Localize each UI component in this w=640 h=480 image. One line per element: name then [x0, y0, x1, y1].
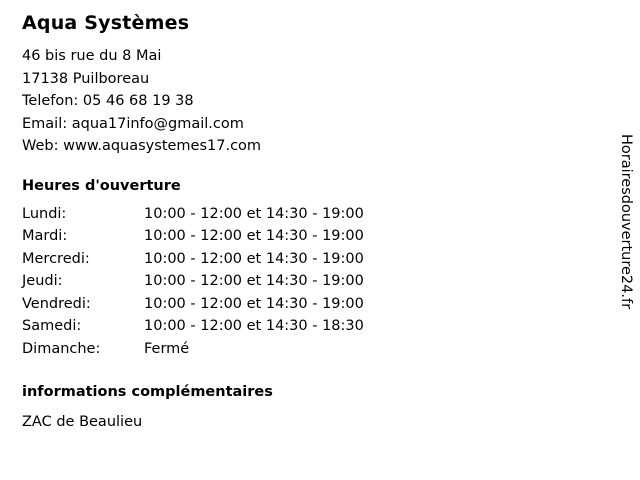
day-hours: 10:00 - 12:00 et 14:30 - 19:00 — [144, 295, 364, 312]
additional-info-heading: informations complémentaires — [22, 384, 273, 400]
day-label: Lundi: — [22, 205, 67, 222]
day-hours: 10:00 - 12:00 et 14:30 - 19:00 — [144, 228, 364, 244]
address-line-street: 46 bis rue du 8 Mai — [22, 48, 162, 64]
table-row — [22, 203, 364, 226]
address-block — [22, 45, 582, 158]
business-info-block — [22, 10, 582, 434]
day-label: Dimanche: — [22, 340, 101, 357]
table-row — [22, 293, 364, 316]
day-hours: Fermé — [144, 340, 190, 357]
table-row — [22, 338, 364, 361]
table-row — [22, 225, 364, 248]
day-label: Jeudi: — [22, 273, 63, 289]
watermark-label: Horairesdouverture24.fr — [618, 134, 634, 310]
business-name: Aqua Systèmes — [22, 12, 190, 34]
day-label: Samedi: — [22, 318, 82, 334]
day-label: Mardi: — [22, 228, 68, 244]
day-hours: 10:00 - 12:00 et 14:30 - 19:00 — [144, 250, 364, 267]
address-line-web: Web: www.aquasystemes17.com — [22, 138, 262, 154]
day-label: Vendredi: — [22, 295, 91, 312]
address-line-email: Email: aqua17info@gmail.com — [22, 115, 244, 132]
table-row — [22, 248, 364, 271]
table-row — [22, 315, 364, 338]
day-hours: 10:00 - 12:00 et 14:30 - 19:00 — [144, 205, 364, 222]
address-line-city: 17138 Puilboreau — [22, 70, 150, 87]
address-line-phone: Telefon: 05 46 68 19 38 — [22, 93, 194, 109]
table-row — [22, 270, 364, 293]
additional-info-text: ZAC de Beaulieu — [22, 414, 143, 430]
opening-hours-heading: Heures d'ouverture — [22, 177, 181, 194]
day-hours: 10:00 - 12:00 et 14:30 - 19:00 — [144, 273, 364, 289]
day-hours: 10:00 - 12:00 et 14:30 - 18:30 — [144, 318, 364, 334]
opening-hours-table — [22, 203, 364, 361]
day-label: Mercredi: — [22, 250, 90, 267]
